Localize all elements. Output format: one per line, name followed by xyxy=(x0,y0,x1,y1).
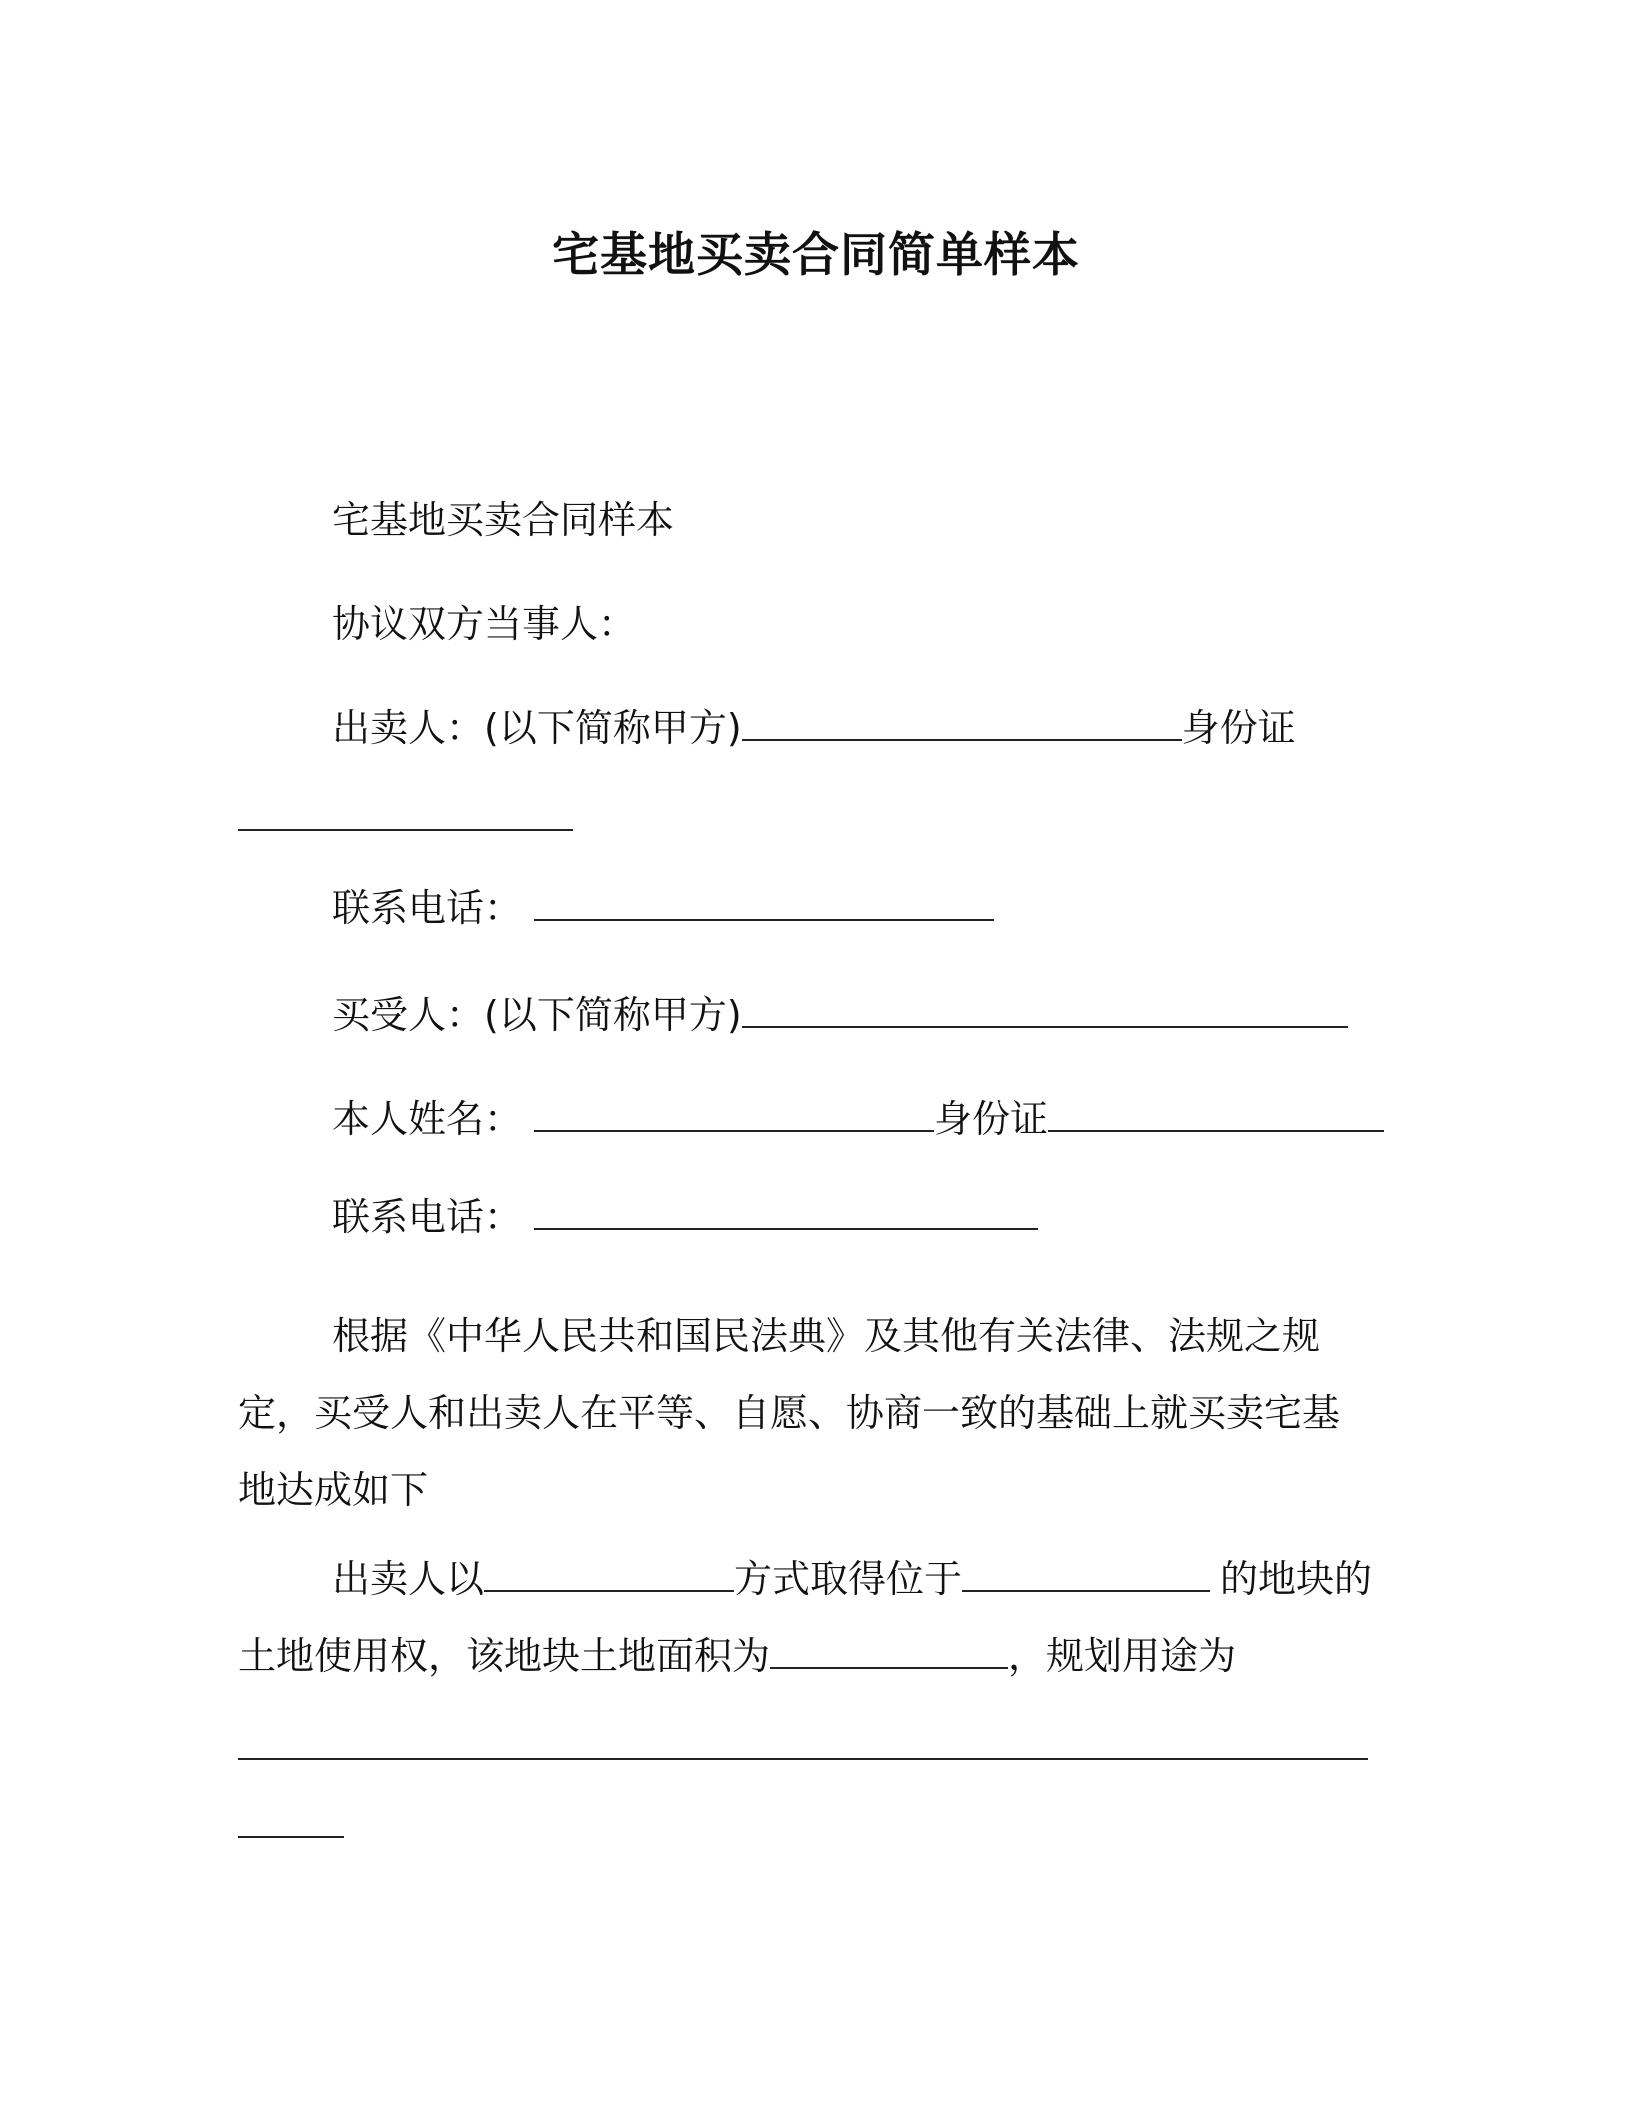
land-use-blank[interactable] xyxy=(238,1758,1368,1760)
basis-paragraph: 根据《中华人民共和国民法典》及其他有关法律、法规之规定，买受人和出卖人在平等、自愿、协商一致的基础上就买卖宅基地达成如下 xyxy=(238,1314,1341,1512)
buyer-personal-name-blank[interactable] xyxy=(534,1098,934,1132)
land-location-blank[interactable] xyxy=(962,1558,1210,1592)
buyer-name-blank[interactable] xyxy=(742,994,1348,1028)
seller-phone-line xyxy=(332,882,994,934)
seller-label: 出卖人：(以下简称甲方) xyxy=(332,706,742,750)
buyer-id-blank[interactable] xyxy=(1048,1098,1384,1132)
buyer-phone-label: 联系电话： xyxy=(332,1195,523,1239)
buyer-phone-blank[interactable] xyxy=(534,1196,1038,1230)
seller-phone-label: 联系电话： xyxy=(332,886,523,930)
land-clause-part4: 土地使用权，该地块土地面积为 xyxy=(238,1634,771,1678)
land-clause-part3: 的地块的 xyxy=(1220,1557,1373,1601)
land-use-blank-continued[interactable] xyxy=(238,1836,344,1838)
seller-id-label: 身份证 xyxy=(1181,706,1296,750)
buyer-name-line xyxy=(332,1093,1384,1145)
land-clause-part1: 出卖人以 xyxy=(332,1557,485,1601)
land-clause-part2: 方式取得位于 xyxy=(734,1557,963,1601)
buyer-line xyxy=(332,989,1348,1041)
land-area-blank[interactable] xyxy=(770,1635,1008,1669)
seller-id-blank[interactable] xyxy=(238,829,573,831)
buyer-name-label: 本人姓名： xyxy=(332,1097,523,1141)
land-clause-line-2 xyxy=(238,1630,1236,1682)
seller-phone-blank[interactable] xyxy=(534,887,994,921)
document-title: 宅基地买卖合同简单样本 xyxy=(552,228,1080,283)
buyer-id-label: 身份证 xyxy=(934,1097,1049,1141)
buyer-phone-line xyxy=(332,1191,1038,1243)
parties-heading: 协议双方当事人： xyxy=(332,602,637,646)
seller-line xyxy=(332,702,1296,754)
land-clause-part5: ，规划用途为 xyxy=(1008,1634,1237,1678)
acquisition-method-blank[interactable] xyxy=(484,1558,734,1592)
buyer-label: 买受人：(以下简称甲方) xyxy=(332,993,742,1037)
land-clause-line-1 xyxy=(332,1553,1372,1605)
seller-name-blank[interactable] xyxy=(742,707,1182,741)
document-subtitle: 宅基地买卖合同样本 xyxy=(332,498,675,542)
